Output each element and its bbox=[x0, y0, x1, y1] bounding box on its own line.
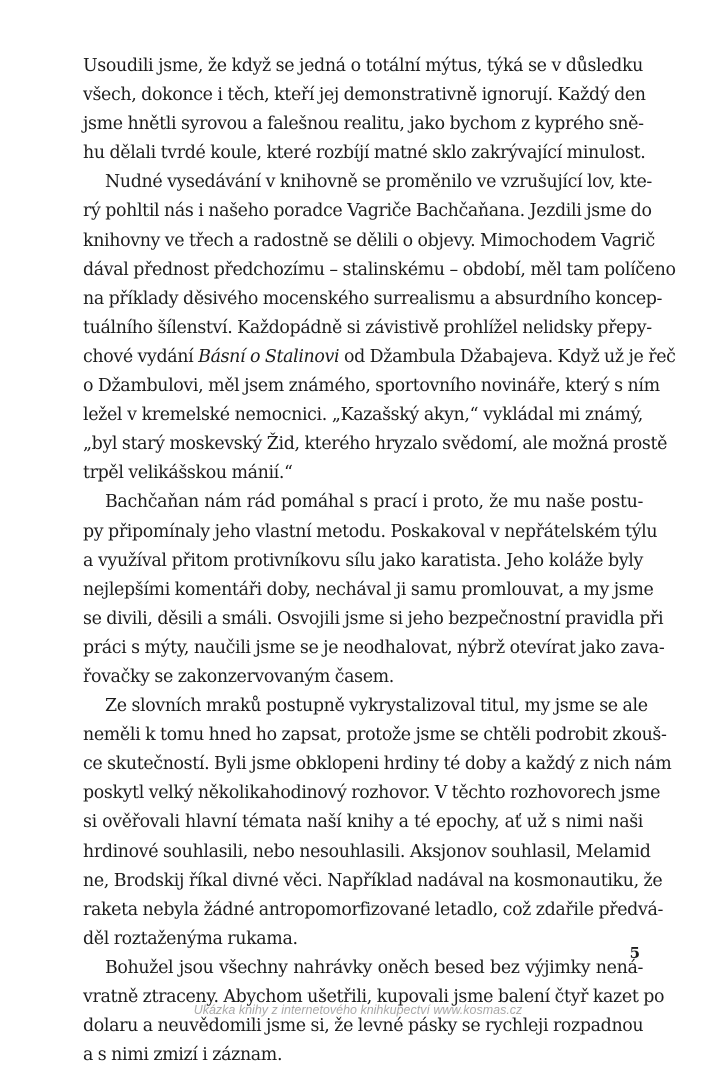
text-line: Nudné vysedávání v knihovně se proměnilo ve vzrušující lov, kte- bbox=[105, 172, 652, 193]
text-line: jsme hnětli syrovou a falešnou realitu, jako bychom z kyprého sně- bbox=[83, 114, 644, 135]
paragraph bbox=[83, 52, 646, 168]
text-line: práci s mýty, naučili jsme se je neodhalovat, nýbrž otevírat jako zava- bbox=[83, 637, 665, 658]
text-line: chové vydání Básní o Stalinovi od Džambula Džabajeva. Když už je řeč bbox=[83, 346, 676, 367]
text-line: ležel v kremelské nemocnici. „Kazašský akyn,“ vykládal mi známý, bbox=[83, 405, 643, 426]
text-line: se divili, děsili a smáli. Osvojili jsme si jeho bezpečnostní pravidla při bbox=[83, 608, 664, 629]
footer-watermark: Ukázka knihy z internetového knihkupectví www.kosmas.cz bbox=[193, 1003, 523, 1017]
text-line: Bohužel jsou všechny nahrávky oněch besed bez výjimky nená- bbox=[105, 957, 643, 978]
text-line: tuálního šílenství. Každopádně si závistivě prohlížel nelidsky přepy- bbox=[83, 317, 652, 338]
text-line: hu dělali tvrdé koule, které rozbíjí matné sklo zakrývající minulost. bbox=[83, 143, 646, 164]
text-line: knihovny ve třech a radostně se dělili o objevy. Mimochodem Vagrič bbox=[83, 230, 655, 251]
book-text bbox=[83, 52, 676, 1070]
text-line: py připomínaly jeho vlastní metodu. Poskakoval v nepřátelském týlu bbox=[83, 521, 658, 542]
text-line: všech, dokonce i těch, kteří jej demonstrativně ignorují. Každý den bbox=[83, 85, 646, 106]
text-line: poskytl velký několikahodinový rozhovor. V těchto rozhovorech jsme bbox=[83, 783, 661, 804]
text-line: hrdinové souhlasili, nebo nesouhlasili. Aksjonov souhlasil, Melamid bbox=[83, 841, 651, 862]
text-line: nejlepšími komentáři doby, nechával ji samu promlouvat, a my jsme bbox=[83, 579, 654, 600]
text-line: Bachčaňan nám rád pomáhal s prací i proto, že mu naše postu- bbox=[105, 492, 643, 513]
text-line: děl roztaženýma rukama. bbox=[83, 928, 298, 949]
text-line: raketa nebyla žádné antropomorfizované letadlo, což zdařile předvá- bbox=[83, 899, 663, 920]
text-line: o Džambulovi, měl jsem známého, sportovního novináře, který s ním bbox=[83, 376, 660, 397]
text-line: a využíval přitom protivníkovu sílu jako karatista. Jeho koláže byly bbox=[83, 550, 643, 571]
text-line: ne, Brodskij říkal divné věci. Například nadával na kosmonautiku, že bbox=[83, 870, 663, 891]
text-line: trpěl velikášskou mánií.“ bbox=[83, 463, 293, 484]
paragraph bbox=[83, 692, 672, 954]
text-line: rý pohltil nás i našeho poradce Vagriče Bachčaňana. Jezdili jsme do bbox=[83, 201, 652, 222]
text-line: řovačky se zakonzervovaným časem. bbox=[83, 666, 394, 687]
page-number: 5 bbox=[629, 944, 640, 962]
text-line: neměli k tomu hned ho zapsat, protože jsme se chtěli podrobit zkouš- bbox=[83, 725, 667, 746]
text-line: dolaru a neuvědomili jsme si, že levné pásky se rychleji rozpadnou bbox=[83, 1016, 644, 1037]
text-line: Usoudili jsme, že když se jedná o totální mýtus, týká se v důsledku bbox=[83, 56, 643, 76]
text-line: „byl starý moskevský Žid, kterého hryzalo svědomí, ale možná prostě bbox=[83, 434, 668, 455]
paragraph bbox=[83, 488, 665, 692]
text-line: na příklady děsivého mocenského surrealismu a absurdního koncep- bbox=[83, 288, 663, 309]
text-line: Ze slovních mraků postupně vykrystalizoval titul, my jsme se ale bbox=[105, 696, 648, 717]
text-line: si ověřovali hlavní témata naší knihy a té epochy, ať už s nimi naši bbox=[83, 812, 643, 833]
text-line: a s nimi zmizí i záznam. bbox=[83, 1045, 283, 1066]
text-line: vratně ztraceny. Abychom ušetřili, kupovali jsme balení čtyř kazet po bbox=[83, 987, 665, 1007]
text-line: dával přednost předchozímu – stalinskému – období, měl tam políčeno bbox=[83, 259, 676, 280]
text-line: ce skutečností. Byli jsme obklopeni hrdiny té doby a každý z nich nám bbox=[83, 754, 672, 775]
paragraph bbox=[83, 168, 676, 488]
